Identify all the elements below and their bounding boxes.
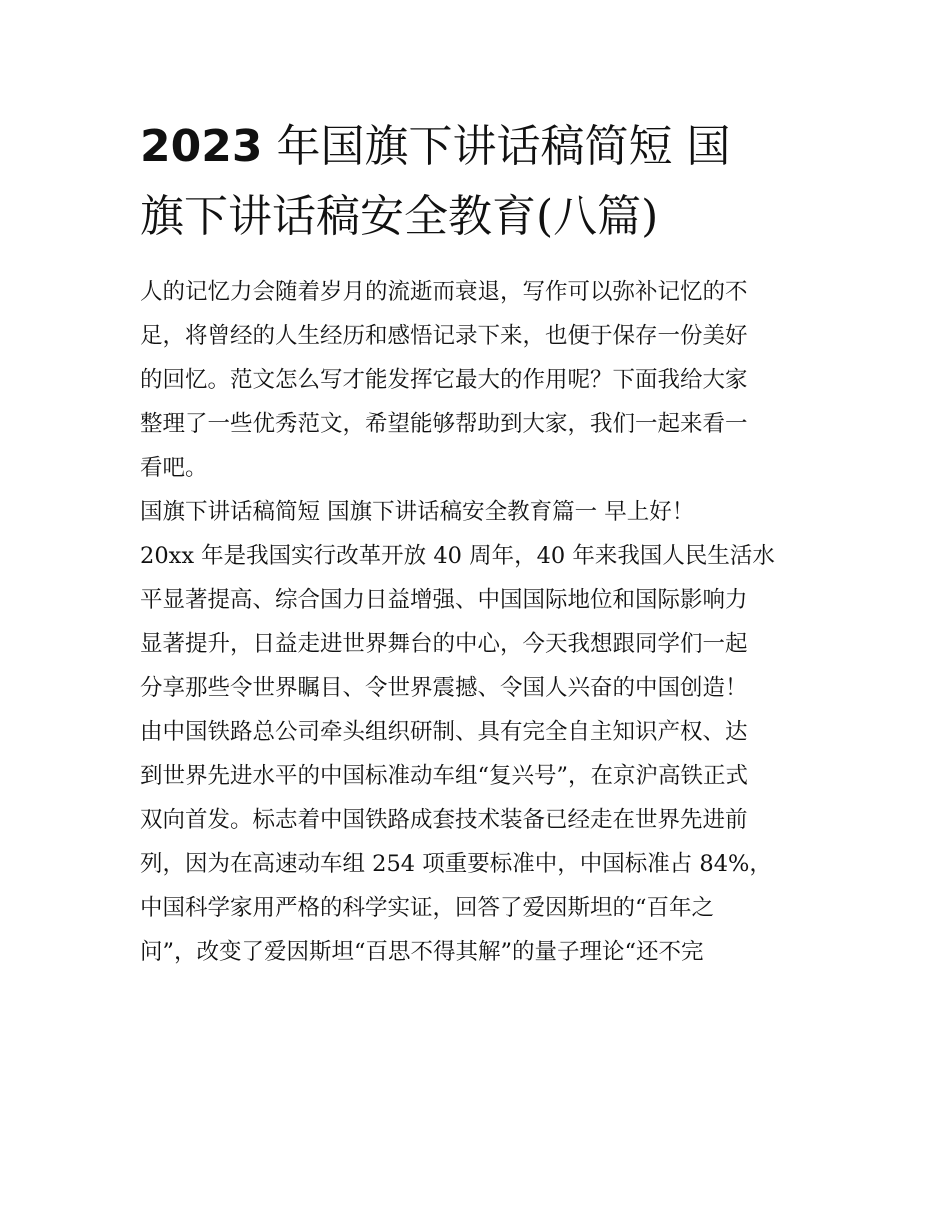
body-line: 问”，改变了爱因斯坦“百思不得其解”的量子理论“还不完	[140, 939, 704, 965]
body-line: 显著提升，日益走进世界舞台的中心，今天我想跟同学们一起	[140, 631, 748, 657]
intro-line: 的回忆。范文怎么写才能发挥它最大的作用呢？下面我给大家	[140, 367, 748, 393]
body-line: 列，因为在高速动车组 254 项重要标准中，中国标准占 84%，	[140, 851, 772, 877]
body-line: 到世界先进水平的中国标准动车组“复兴号”，在京沪高铁正式	[140, 763, 749, 789]
body-line: 中国科学家用严格的科学实证，回答了爱因斯坦的“百年之	[140, 895, 715, 921]
body-line: 20xx 年是我国实行改革开放 40 周年，40 年来我国人民生活水	[140, 543, 775, 569]
intro-line: 足，将曾经的人生经历和感悟记录下来，也便于保存一份美好	[140, 323, 748, 349]
body-line: 双向首发。标志着中国铁路成套技术装备已经走在世界先进前	[140, 807, 748, 833]
body-paragraph	[140, 534, 820, 974]
intro-line: 看吧。	[140, 455, 208, 481]
intro-paragraph	[140, 270, 820, 490]
title-line-2-text: 旗下讲话稿安全教育(八篇)	[140, 191, 659, 242]
body-line: 平显著提高、综合国力日益增强、中国国际地位和国际影响力	[140, 587, 748, 613]
document-title	[140, 112, 820, 252]
intro-line: 整理了一些优秀范文，希望能够帮助到大家，我们一起来看一	[140, 411, 748, 437]
document-body	[140, 270, 820, 974]
body-line: 分享那些令世界瞩目、令世界震撼、令国人兴奋的中国创造！	[140, 675, 748, 701]
section-heading: 国旗下讲话稿简短 国旗下讲话稿安全教育篇一 早上好！	[140, 499, 695, 525]
title-line-2	[140, 182, 820, 252]
body-line: 由中国铁路总公司牵头组织研制、具有完全自主知识产权、达	[140, 719, 748, 745]
title-year: 2023	[140, 121, 263, 172]
title-line-1-text: 年国旗下讲话稿简短 国	[262, 121, 731, 172]
title-line-1	[140, 112, 820, 182]
intro-line: 人的记忆力会随着岁月的流逝而衰退，写作可以弥补记忆的不	[140, 279, 748, 305]
